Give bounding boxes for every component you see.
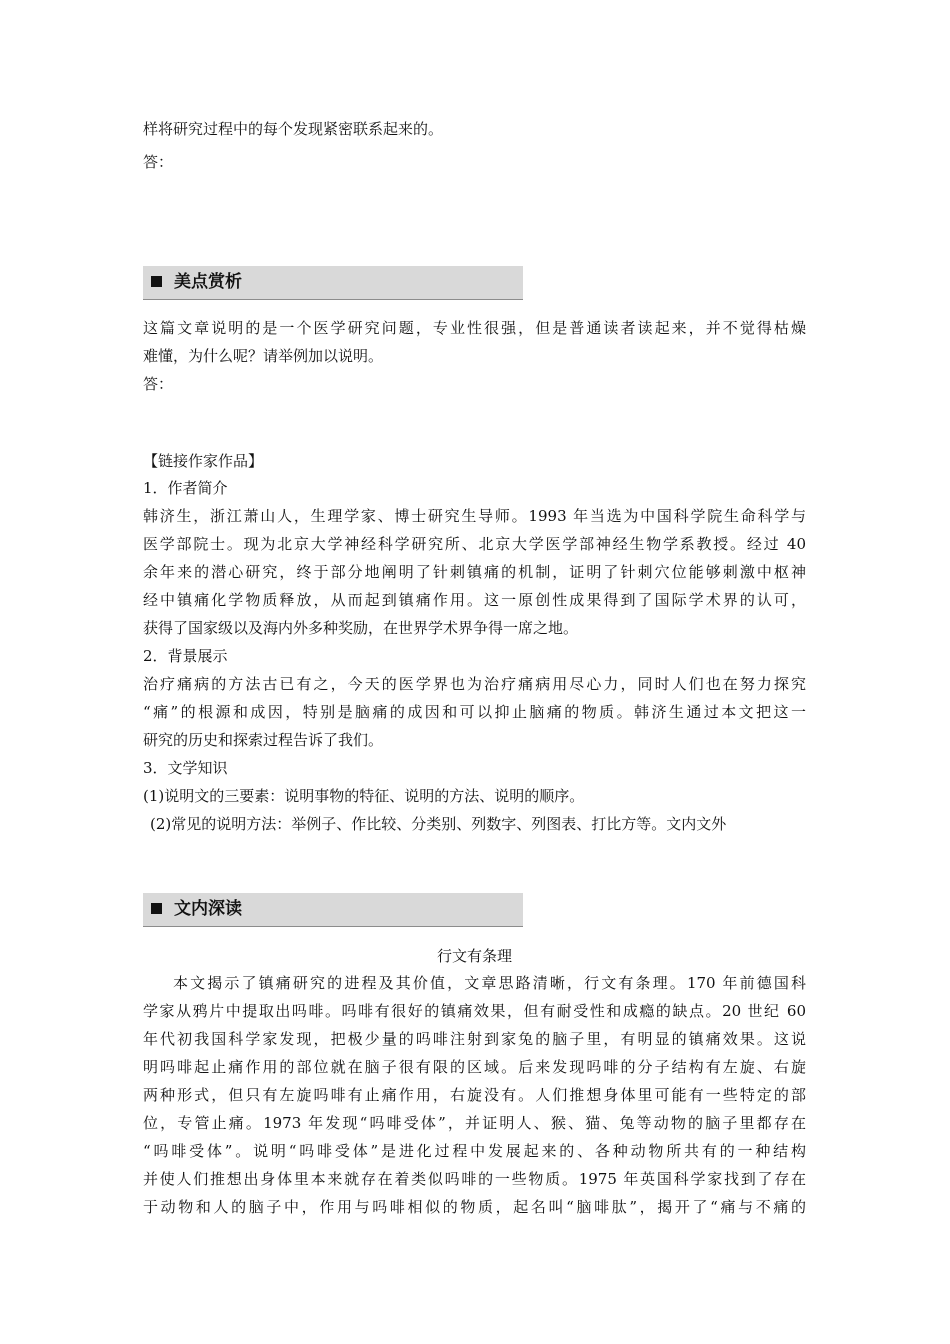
paragraph-line: 学家从鸦片中提取出吗啡。吗啡有很好的镇痛效果，但有耐受性和成瘾的缺点。20 世纪 60: [143, 1002, 806, 1020]
question-line: 这篇文章说明的是一个医学研究问题，专业性很强，但是普通读者读起来，并不觉得枯燥: [143, 319, 806, 337]
paragraph-line: 医学部院士。现为北京大学神经科学研究所、北京大学医学部神经生物学系教授。经过 40: [143, 535, 806, 553]
answer-label: 答：: [143, 375, 174, 393]
paragraph-line: 并使人们推想出身体里本来就存在着类似吗啡的一些物质。1975 年英国科学家找到了存在: [143, 1170, 806, 1188]
paragraph-line: 样将研究过程中的每个发现紧密联系起来的。: [143, 120, 444, 138]
square-bullet-icon: [151, 276, 162, 287]
square-bullet-icon: [151, 903, 162, 914]
paragraph-line: 获得了国家级以及海内外多种奖励，在世界学术界争得一席之地。: [143, 619, 579, 637]
paragraph-line: (2)常见的说明方法：举例子、作比较、分类别、列数字、列图表、打比方等。文内文外: [150, 815, 727, 833]
item-title: 1．作者简介: [143, 479, 228, 497]
section-banner-beauty: [143, 266, 523, 300]
section-title: 文内深读: [174, 899, 242, 919]
paragraph-line: 治疗痛病的方法古已有之，今天的医学界也为治疗痛病用尽心力，同时人们也在努力探究: [143, 675, 806, 693]
link-heading: 【链接作家作品】: [143, 452, 264, 470]
sub-heading: 行文有条理: [436, 947, 512, 965]
paragraph-line: “吗啡受体”。说明“吗啡受体”是进化过程中发展起来的、各种动物所共有的一种结构: [143, 1142, 806, 1160]
paragraph-line: 于动物和人的脑子中，作用与吗啡相似的物质，起名叫“脑啡肽”，揭开了“痛与不痛的: [143, 1198, 806, 1216]
paragraph-line: 余年来的潜心研究，终于部分地阐明了针刺镇痛的机制，证明了针刺穴位能够刺激中枢神: [143, 563, 806, 581]
paragraph-line: 明吗啡起止痛作用的部位就在脑子很有限的区域。后来发现吗啡的分子结构有左旋、右旋: [143, 1058, 806, 1076]
paragraph-line: 两种形式，但只有左旋吗啡有止痛作用，右旋没有。人们推想身体里可能有一些特定的部: [143, 1086, 806, 1104]
question-line: 难懂，为什么呢？请举例加以说明。: [143, 347, 384, 365]
paragraph-line: 年代初我国科学家发现，把极少量的吗啡注射到家兔的脑子里，有明显的镇痛效果。这说: [143, 1030, 806, 1048]
section-title: 美点赏析: [174, 272, 242, 292]
paragraph-line: 韩济生，浙江萧山人，生理学家、博士研究生导师。1993 年当选为中国科学院生命科学与: [143, 507, 806, 525]
paragraph-line: 本文揭示了镇痛研究的进程及其价值，文章思路清晰，行文有条理。170 年前德国科: [173, 974, 806, 992]
section-banner-deep: [143, 893, 523, 927]
paragraph-line: 经中镇痛化学物质释放，从而起到镇痛作用。这一原创性成果得到了国际学术界的认可，: [143, 591, 806, 609]
paragraph-line: “痛”的根源和成因，特别是脑痛的成因和可以抑止脑痛的物质。韩济生通过本文把这一: [143, 703, 806, 721]
answer-label: 答：: [143, 153, 174, 171]
item-title: 2．背景展示: [143, 647, 228, 665]
item-title: 3．文学知识: [143, 759, 228, 777]
paragraph-line: 研究的历史和探索过程告诉了我们。: [143, 731, 384, 749]
paragraph-line: 位，专管止痛。1973 年发现“吗啡受体”，并证明人、猴、猫、兔等动物的脑子里都存在: [143, 1114, 806, 1132]
paragraph-line: (1)说明文的三要素：说明事物的特征、说明的方法、说明的顺序。: [143, 787, 585, 805]
